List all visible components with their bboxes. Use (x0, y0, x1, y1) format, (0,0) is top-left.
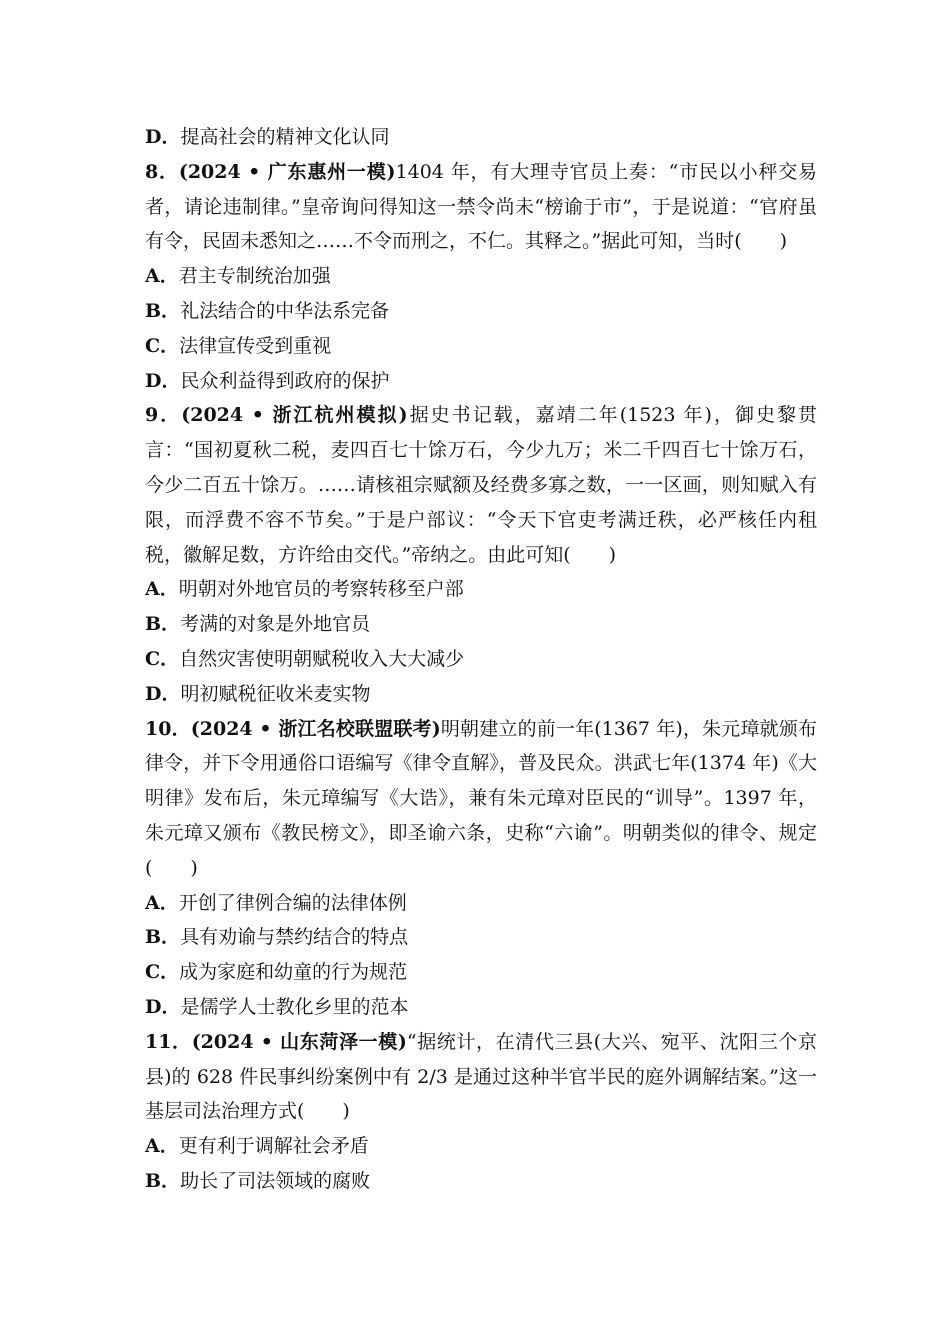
option-8a (145, 259, 817, 294)
option-9c (145, 642, 817, 677)
question-stem: 明朝建立的前一年(1367 年)，朱元璋就颁布律令，并下令用通俗口语编写《律令直解》，普及民众。洪武七年(1374 年)《大明律》发布后，朱元璋编写《大诰》，兼有朱元璋对臣民的“训导”。1397 年，朱元璋又颁布《教民榜文》，即圣谕六条，史称“六谕”。明朝类似的律令、规定( ) (145, 717, 817, 879)
question-source: (2024 • 广东惠州一模) (178, 160, 396, 183)
option-9b (145, 607, 817, 642)
option-letter: A． (145, 578, 179, 601)
option-text: 开创了律例合编的法律体例 (178, 891, 407, 914)
question-number: 8． (145, 160, 179, 183)
question-stem: 1404 年，有大理寺官员上奏：“市民以小秤交易者，请论违制律。”皇帝询问得知这一禁令尚未“榜谕于市”，于是说道：“官府虽有令，民固未悉知之……不令而刑之，不仁。其释之。”据此可知，当时( ) (145, 160, 817, 253)
option-text: 具有劝谕与禁约结合的特点 (180, 926, 409, 949)
option-9a (145, 572, 817, 607)
option-11a (145, 1129, 817, 1164)
question-number: 10． (145, 717, 191, 740)
option-letter: B． (145, 299, 181, 322)
option-letter: B． (145, 926, 181, 949)
option-text: 礼法结合的中华法系完备 (180, 299, 390, 322)
option-letter: B． (145, 613, 181, 636)
option-10a (145, 886, 817, 921)
option-text: 明朝对外地官员的考察转移至户部 (178, 578, 464, 601)
question-10 (145, 712, 817, 886)
option-10d (145, 990, 817, 1025)
question-9 (145, 398, 817, 572)
option-letter: A． (145, 265, 179, 288)
option-letter: A． (145, 891, 179, 914)
option-9d (145, 677, 817, 712)
option-letter: C． (145, 961, 180, 984)
option-text: 明初赋税征收米麦实物 (180, 682, 371, 705)
option-text: 提高社会的精神文化认同 (180, 126, 390, 148)
option-letter: B． (145, 1169, 181, 1192)
option-text: 法律宣传受到重视 (179, 334, 332, 357)
option-text: 助长了司法领域的腐败 (180, 1169, 371, 1192)
question-list (145, 120, 817, 1199)
option-letter: D． (145, 126, 181, 148)
option-text: 更有利于调解社会矛盾 (178, 1135, 369, 1158)
question-number: 11． (145, 1030, 192, 1053)
option-text: 自然灾害使明朝赋税收入大大减少 (179, 647, 465, 670)
option-10c (145, 955, 817, 990)
question-source: (2024 • 浙江名校联盟联考) (190, 717, 441, 740)
option-text: 君主专制统治加强 (178, 265, 331, 288)
option-10b (145, 920, 817, 955)
option-letter: C． (145, 647, 180, 670)
option-letter: C． (145, 334, 180, 357)
option-letter: D． (145, 682, 181, 705)
question-number: 9． (145, 404, 182, 427)
option-text: 是儒学人士教化乡里的范本 (180, 995, 409, 1018)
question-stem: “据统计，在清代三县(大兴、宛平、沈阳三个京县)的 628 件民事纠纷案例中有 2/3 是通过这种半官半民的庭外调解结案。”这一基层司法治理方式( ) (145, 1030, 817, 1123)
option-text: 考满的对象是外地官员 (180, 613, 371, 636)
option-text: 成为家庭和幼童的行为规范 (179, 961, 408, 984)
option-letter: D． (145, 369, 181, 392)
question-stem: 据史书记载，嘉靖二年(1523 年)，御史黎贯言：“国初夏秋二税，麦四百七十馀万石，今少九万；米二千四百七十馀万石，今少二百五十馀万。……请核祖宗赋额及经费多寡之数，一一区画，则知赋入有限，而浮费不容不节矣。”于是户部议：“令天下官吏考满迁秩，必严核任内租税，徽解足数，方许给由交代。”帝纳之。由此可知( ) (145, 404, 817, 566)
option-letter: A． (145, 1135, 179, 1158)
question-source: (2024 • 浙江杭州模拟) (181, 404, 408, 427)
question-11 (145, 1025, 817, 1129)
option-8d (145, 364, 817, 399)
option-letter: D． (145, 995, 181, 1018)
question-source: (2024 • 山东菏泽一模) (191, 1030, 407, 1053)
option-11b (145, 1164, 817, 1199)
question-8 (145, 155, 817, 259)
option-8b (145, 294, 817, 329)
option-7d (145, 120, 817, 155)
option-8c (145, 329, 817, 364)
option-text: 民众利益得到政府的保护 (180, 369, 390, 392)
